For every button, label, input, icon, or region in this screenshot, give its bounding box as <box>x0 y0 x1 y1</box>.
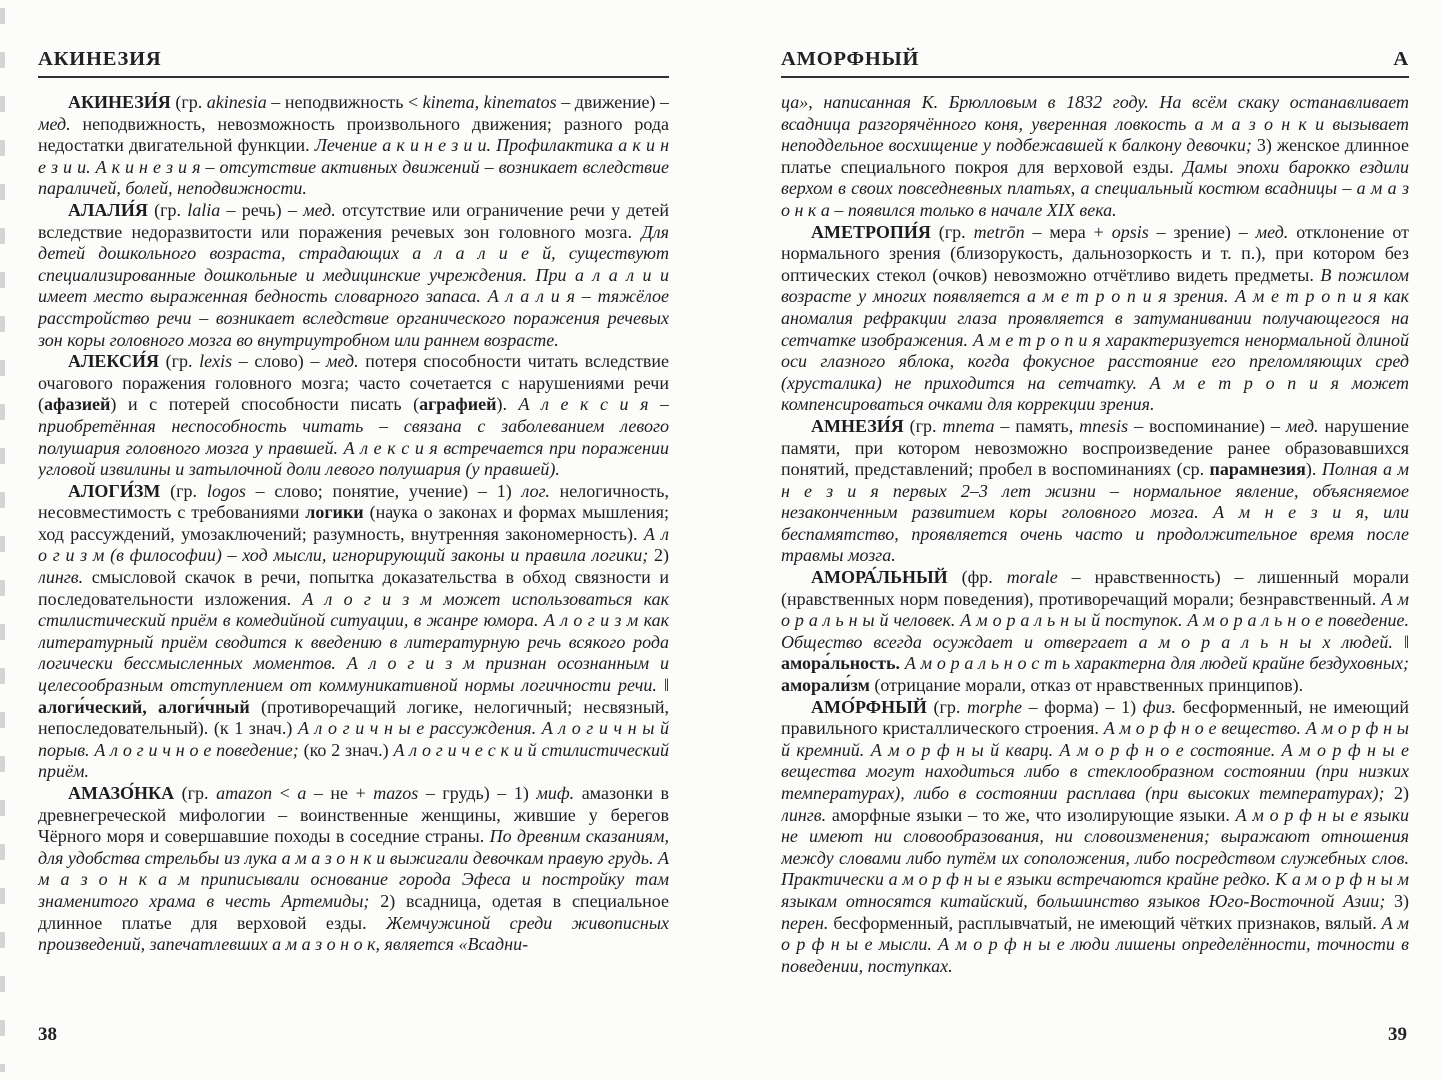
text-run: – нравственность) – лишенный морали (нравственных норм поведения), противоречащий морали; безнравственный. <box>781 567 1409 609</box>
italic-text-run: Жемчужиной среди живописных произведений, запечатлевших а м а з о н о к, является «Всадни- <box>38 912 669 955</box>
italic-text-run: лог. <box>521 480 550 501</box>
bold-text-run: АМОРА́ЛЬНЫЙ <box>811 567 962 588</box>
bold-text-run: логики <box>305 502 364 523</box>
text-run: – слово) – <box>232 351 326 372</box>
running-head-left <box>38 48 669 76</box>
bold-text-run: аморали́зм <box>781 675 870 696</box>
entry-paragraph <box>781 222 1409 416</box>
text-run: смысловой скачок в речи, попытка доказательства в обход связности и последовательности изложения. <box>38 567 669 609</box>
text-run: – речь) – <box>220 199 304 220</box>
entry-paragraph <box>38 351 669 481</box>
italic-text-run: lalia <box>187 199 221 220</box>
text-run: ). <box>1305 459 1322 480</box>
italic-text-run: ца», написанная К. Брюлловым в 1832 году. На всём скаку останавливает всадница разгорячённого коня, уверенная ловкость а м а з о н к и вызывает неподдельное восхищение у подбежавшей к балкону девочки; <box>781 92 1409 156</box>
text-run: – грудь) – 1) <box>418 783 537 803</box>
text-run: (гр. <box>170 480 207 501</box>
text-run: – форма) – 1) <box>1021 696 1143 717</box>
text-run: – неподвижность < <box>266 92 423 112</box>
italic-text-run: mnema <box>942 415 995 436</box>
italic-text-run: morale <box>1006 567 1058 588</box>
text-run: отсутствие или ограничение речи у детей вследствие недоразвитости или поражения речевых зон головного мозга. <box>38 199 669 242</box>
running-head-right <box>781 48 1409 76</box>
entry-paragraph <box>38 92 669 200</box>
italic-text-run: По древним сказаниям, для удобства стрельбы из лука а м а з о н к и выжигали девочкам правую грудь. А м а з о н к а м приписывали основание города Эфеса и постройку там знаменитого храма в честь Артемиды; <box>38 826 669 911</box>
header-rule-right <box>781 76 1409 78</box>
italic-text-run: А м о р а л ь н ы й человек. А м о р а л ь н ы й поступок. А м о р а л ь н о е поведение. Общество всегда осуждает и отвергает а м о р а л ь н ы х людей. <box>781 588 1409 652</box>
bold-text-run: АКИНЕЗИ́Я <box>68 92 176 112</box>
text-run: нелогичность, несовместимость с требованиями <box>38 480 669 523</box>
italic-text-run: А л о г и з м (в философии) – ход мысли, игнорирующий законы и правила логики; <box>38 523 669 566</box>
italic-text-run: А л о г и з м может использоваться как стилистический приём в комедийной ситуации, в жанре юмора. А л о г и з м как литературный приём сводится к введению в литературную речь всякого рода логически бессмысленных моментов. А л о г и з м признан осознанным и целесообразным отступлением от коммуникативной нормы логичности речи. <box>38 588 669 696</box>
entry-paragraph <box>781 567 1409 697</box>
italic-text-run: мед. <box>303 199 336 220</box>
italic-text-run: перен. <box>781 912 829 933</box>
italic-text-run: metrōn <box>973 221 1025 242</box>
page-number-left: 38 <box>38 1024 57 1045</box>
italic-text-run: А л о г и ч е с к и й стилистический приём. <box>38 739 669 782</box>
italic-text-run: Лечение а к и н е з и и. Профилактика а к и н е з и и. А к и н е з и я – отсутствие активных движений – возникает вследствие параличей, болей, неподвижности. <box>38 135 669 199</box>
text-run: – движение) – <box>556 92 669 112</box>
page-number-right: 39 <box>1388 1024 1407 1045</box>
bold-text-run: АЛОГИ́ЗМ <box>68 480 171 501</box>
text-run: (фр. <box>961 567 1007 588</box>
text-run: < <box>272 783 298 803</box>
text-run: отклонение от нормального зрения (близорукость, дальнозоркость и т. п.), при котором без оптических стекол (очков) невозможно отчётливо видеть предметы. <box>781 221 1409 285</box>
text-run: (гр. <box>933 696 967 717</box>
italic-text-run: мед. <box>38 113 71 134</box>
text-run: аморфные языки – то же, что изолирующие языки. <box>826 804 1236 825</box>
text-run: (гр. <box>165 351 200 372</box>
text-run: неподвижность, невозможность произвольного движения; разного рода недостатки двигательной функции. <box>38 113 669 156</box>
section-letter: А <box>1393 48 1409 70</box>
italic-text-run: мед. <box>1285 415 1319 436</box>
italic-text-run: mazos <box>373 783 419 803</box>
text-run: амазонки в древнегреческой мифологии – воинственные женщины, жившие у берегов Чёрного моря и совершавшие походы в соседние страны. <box>38 783 669 847</box>
entry-paragraph <box>38 481 669 783</box>
text-run: – не + <box>306 783 374 803</box>
bold-text-run: амора́льность. <box>781 653 901 674</box>
italic-text-run: А л о г и ч н ы е рассуждения. А л о г и ч н ы й порыв. А л о г и ч н о е поведение; <box>38 718 669 760</box>
italic-text-run: a <box>297 783 307 803</box>
italic-text-run: лингв. <box>781 804 827 825</box>
bold-text-run: АМЕТРОПИ́Я <box>811 221 939 242</box>
bold-text-run: алоги́ческий, алоги́чный <box>38 696 250 717</box>
italic-text-run: logos <box>206 480 246 501</box>
text-run: 2) <box>1384 783 1409 803</box>
italic-text-run: В пожилом возрасте у многих появляется а м е т р о п и я зрения. А м е т р о п и я как аномалия рефракции глаза проявляется в затуманивании получающегося на сетчатке изображения. А м е т р о п и я характеризуется ненормальной длиной оси глазного яблока, когда фокусное расстояние его преломляющих сред (хрусталика) не приходится на сетчатку. А м е т р о п и я может компенсироваться очками для коррекции зрения. <box>781 264 1409 415</box>
italic-text-run: физ. <box>1142 696 1177 717</box>
text-run: (наука о законах и формах мышления; ход рассуждений, умозаключений; разумность, внутренняя закономерность). <box>38 502 669 544</box>
italic-text-run: lexis <box>199 351 233 372</box>
italic-text-run: лингв. <box>38 567 84 588</box>
entry-paragraph <box>781 92 1409 222</box>
italic-text-run: morphe <box>966 696 1022 717</box>
text-run: (гр. <box>938 221 974 242</box>
text-run: – зрение) – <box>1148 221 1256 242</box>
text-run: 3) женское длинное платье специального покроя для верховой езды. <box>781 135 1409 177</box>
bold-text-run: парамнезия <box>1209 459 1306 480</box>
bold-text-run: аграфией <box>419 394 497 415</box>
entry-paragraph <box>781 416 1409 567</box>
entry-paragraph <box>38 783 669 956</box>
italic-text-run: opsis <box>1111 221 1149 242</box>
text-run: нарушение памяти, при котором невозможно воспроизведение ранее образовавшихся понятий, представлений; пробел в воспоминаниях (ср. <box>781 415 1409 480</box>
italic-text-run: А л е к с и я – приобретённая неспособность читать – связана с заболеванием левого полушария головного мозга у правшей. А л е к с и я встречается при поражении угловой извилины и затылочной доли левого полушария (у правшей). <box>38 394 669 480</box>
text-run: ) и с потерей способности писать ( <box>110 394 420 415</box>
text-run: ‖ <box>656 675 669 696</box>
entries-right <box>781 92 1409 1008</box>
text-run: ‖ <box>1392 631 1409 652</box>
italic-text-run: kinema, kinematos <box>422 92 557 112</box>
entry-paragraph <box>38 200 669 351</box>
text-run: (гр. <box>154 199 188 220</box>
text-run: – память, <box>994 415 1080 436</box>
italic-text-run: Для детей дошкольного возраста, страдающих а л а л и е й, существуют специализированные дошкольные и медицинские учреждения. При а л а л и и имеет место выраженная бедность словарного запаса. А л а л и я – тяжёлое расстройство речи – возникает вследствие органического поражения речевых зон коры головного мозга во внутриутробном или раннем возрасте. <box>38 221 669 350</box>
running-head-left-word: АКИНЕЗИЯ <box>38 48 162 70</box>
text-run: – мера + <box>1024 221 1112 242</box>
text-run: потеря способности читать вследствие очагового поражения головного мозга; часто сочетается с нарушениями речи ( <box>38 351 669 415</box>
italic-text-run: Дамы эпохи барокко ездили верхом в своих повседневных платьях, а специальный костюм всадницы – а м а з о н к а – появился только в начале XIX века. <box>781 156 1409 220</box>
text-run: 2) всадница, одетая в специальное длинное платье для верховой езды. <box>38 890 669 933</box>
text-run: – слово; понятие, учение) – 1) <box>245 480 522 501</box>
text-run: (ко 2 знач.) <box>298 739 394 760</box>
text-run: (гр. <box>175 92 207 112</box>
bold-text-run: АЛАЛИ́Я <box>68 199 155 220</box>
bold-text-run: афазией <box>44 394 111 415</box>
italic-text-run: А м о р ф н ы е языки не имеют ни словообразования, ни словоизменения; выражают отношения между словами либо путём их соположения, либо посредством служебных слов. Практически а м о р ф н ы е языки встречаются крайне редко. К а м о р ф н ы м языкам относятся китайский, большинство языков Юго-Восточной Азии; <box>781 804 1409 911</box>
bold-text-run: АМО́РФНЫЙ <box>811 696 934 717</box>
text-run: 2) <box>648 545 669 566</box>
entry-paragraph <box>781 697 1409 978</box>
text-run: (противоречащий логике, нелогичный; несвязный, непоследовательный). (к 1 знач.) <box>38 696 669 739</box>
page-right <box>781 48 1409 1045</box>
scan-edge-artifact <box>0 8 5 1072</box>
italic-text-run: мед. <box>325 351 359 372</box>
text-run: (гр. <box>909 415 943 436</box>
page-left <box>38 48 669 1045</box>
text-run: бесформенный, расплывчатый, не имеющий чётких признаков, вялый. <box>828 912 1382 933</box>
header-rule-left <box>38 76 669 78</box>
text-run: ). <box>496 394 519 415</box>
italic-text-run: мед. <box>1255 221 1289 242</box>
italic-text-run: А м о р а л ь н о с т ь характерна для людей крайне бездуховных; <box>900 653 1409 674</box>
text-run: (отрицание морали, отказ от нравственных принципов). <box>869 675 1304 696</box>
italic-text-run: А м о р ф н о е вещество. А м о р ф н ы й кремний. А м о р ф н ы й кварц. А м о р ф н о е состояние. А м о р ф н ы е вещества могут находиться либо в стеклообразном состоянии (при низких температурах), либо в состоянии расплава (при высоких температурах); <box>781 718 1409 803</box>
text-run: бесформенный, не имеющий правильного кристаллического строения. <box>781 696 1409 739</box>
italic-text-run: А м о р ф н ы е мысли. А м о р ф н ы е люди лишены определённости, точности в поведении, поступках. <box>781 912 1409 976</box>
italic-text-run: mnesis <box>1079 415 1129 436</box>
text-run: – воспоминание) – <box>1128 415 1286 436</box>
bold-text-run: АЛЕКСИ́Я <box>68 351 166 372</box>
bold-text-run: АМНЕЗИ́Я <box>811 415 910 436</box>
bold-text-run: АМАЗО́НКА <box>68 783 182 803</box>
entries-left <box>38 92 669 1008</box>
italic-text-run: Полная а м н е з и я первых 2–3 лет жизни – нормальное явление, объясняемое незаконченным развитием коры головного мозга. А м н е з и я, или беспамятство, проявляется очень часто и продолжительное время после травмы мозга. <box>781 459 1409 566</box>
italic-text-run: миф. <box>536 783 575 803</box>
text-run: (гр. <box>181 783 217 803</box>
running-head-right-word: АМОРФНЫЙ <box>781 48 920 70</box>
italic-text-run: akinesia <box>206 92 267 112</box>
text-run: 3) <box>1385 890 1409 911</box>
italic-text-run: amazon <box>216 783 273 803</box>
